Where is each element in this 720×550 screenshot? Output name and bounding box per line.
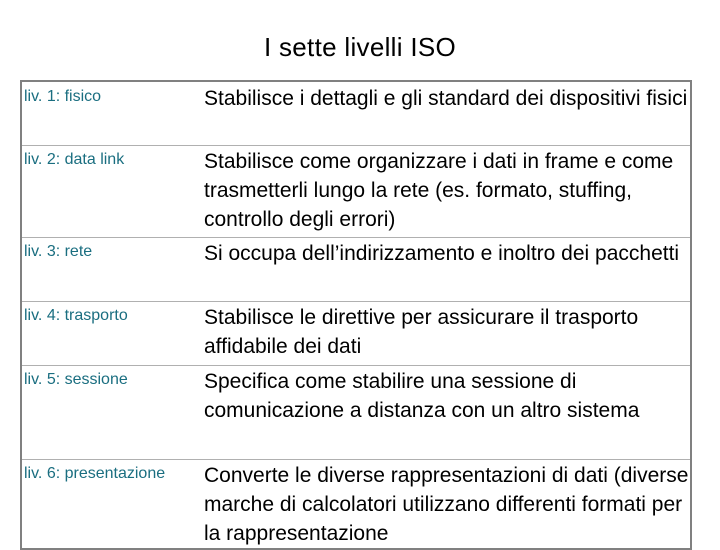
level-label: liv. 1: fisico bbox=[24, 88, 102, 105]
level-description: Stabilisce i dettagli e gli standard dei dispositivi fisici bbox=[204, 87, 688, 110]
level-label: liv. 3: rete bbox=[24, 243, 93, 260]
table-row bbox=[22, 365, 690, 460]
level-description: Specifica come stabilire una sessione di comunicazione a distanza con un altro sistema bbox=[204, 370, 640, 422]
table-row bbox=[22, 82, 690, 146]
table-row bbox=[22, 459, 690, 550]
iso-levels-table bbox=[20, 80, 692, 550]
table-row bbox=[22, 237, 690, 302]
level-label: liv. 5: sessione bbox=[24, 371, 128, 388]
level-label: liv. 2: data link bbox=[24, 151, 125, 168]
page-title: I sette livelli ISO bbox=[263, 32, 457, 62]
level-description: Si occupa dell’indirizzamento e inoltro dei pacchetti bbox=[204, 242, 680, 265]
level-label: liv. 4: trasporto bbox=[24, 307, 128, 324]
level-description: Stabilisce come organizzare i dati in frame e come trasmetterli lungo la rete (es. formato, stuffing, controllo degli errori) bbox=[204, 150, 674, 231]
table-row bbox=[22, 145, 690, 238]
level-description: Stabilisce le direttive per assicurare il trasporto affidabile dei dati bbox=[204, 306, 639, 358]
table-row bbox=[22, 301, 690, 366]
level-description: Converte le diverse rappresentazioni di dati (diverse marche di calcolatori utilizzano differenti formati per la rappresentazione bbox=[204, 464, 689, 545]
level-label: liv. 6: presentazione bbox=[24, 465, 166, 482]
